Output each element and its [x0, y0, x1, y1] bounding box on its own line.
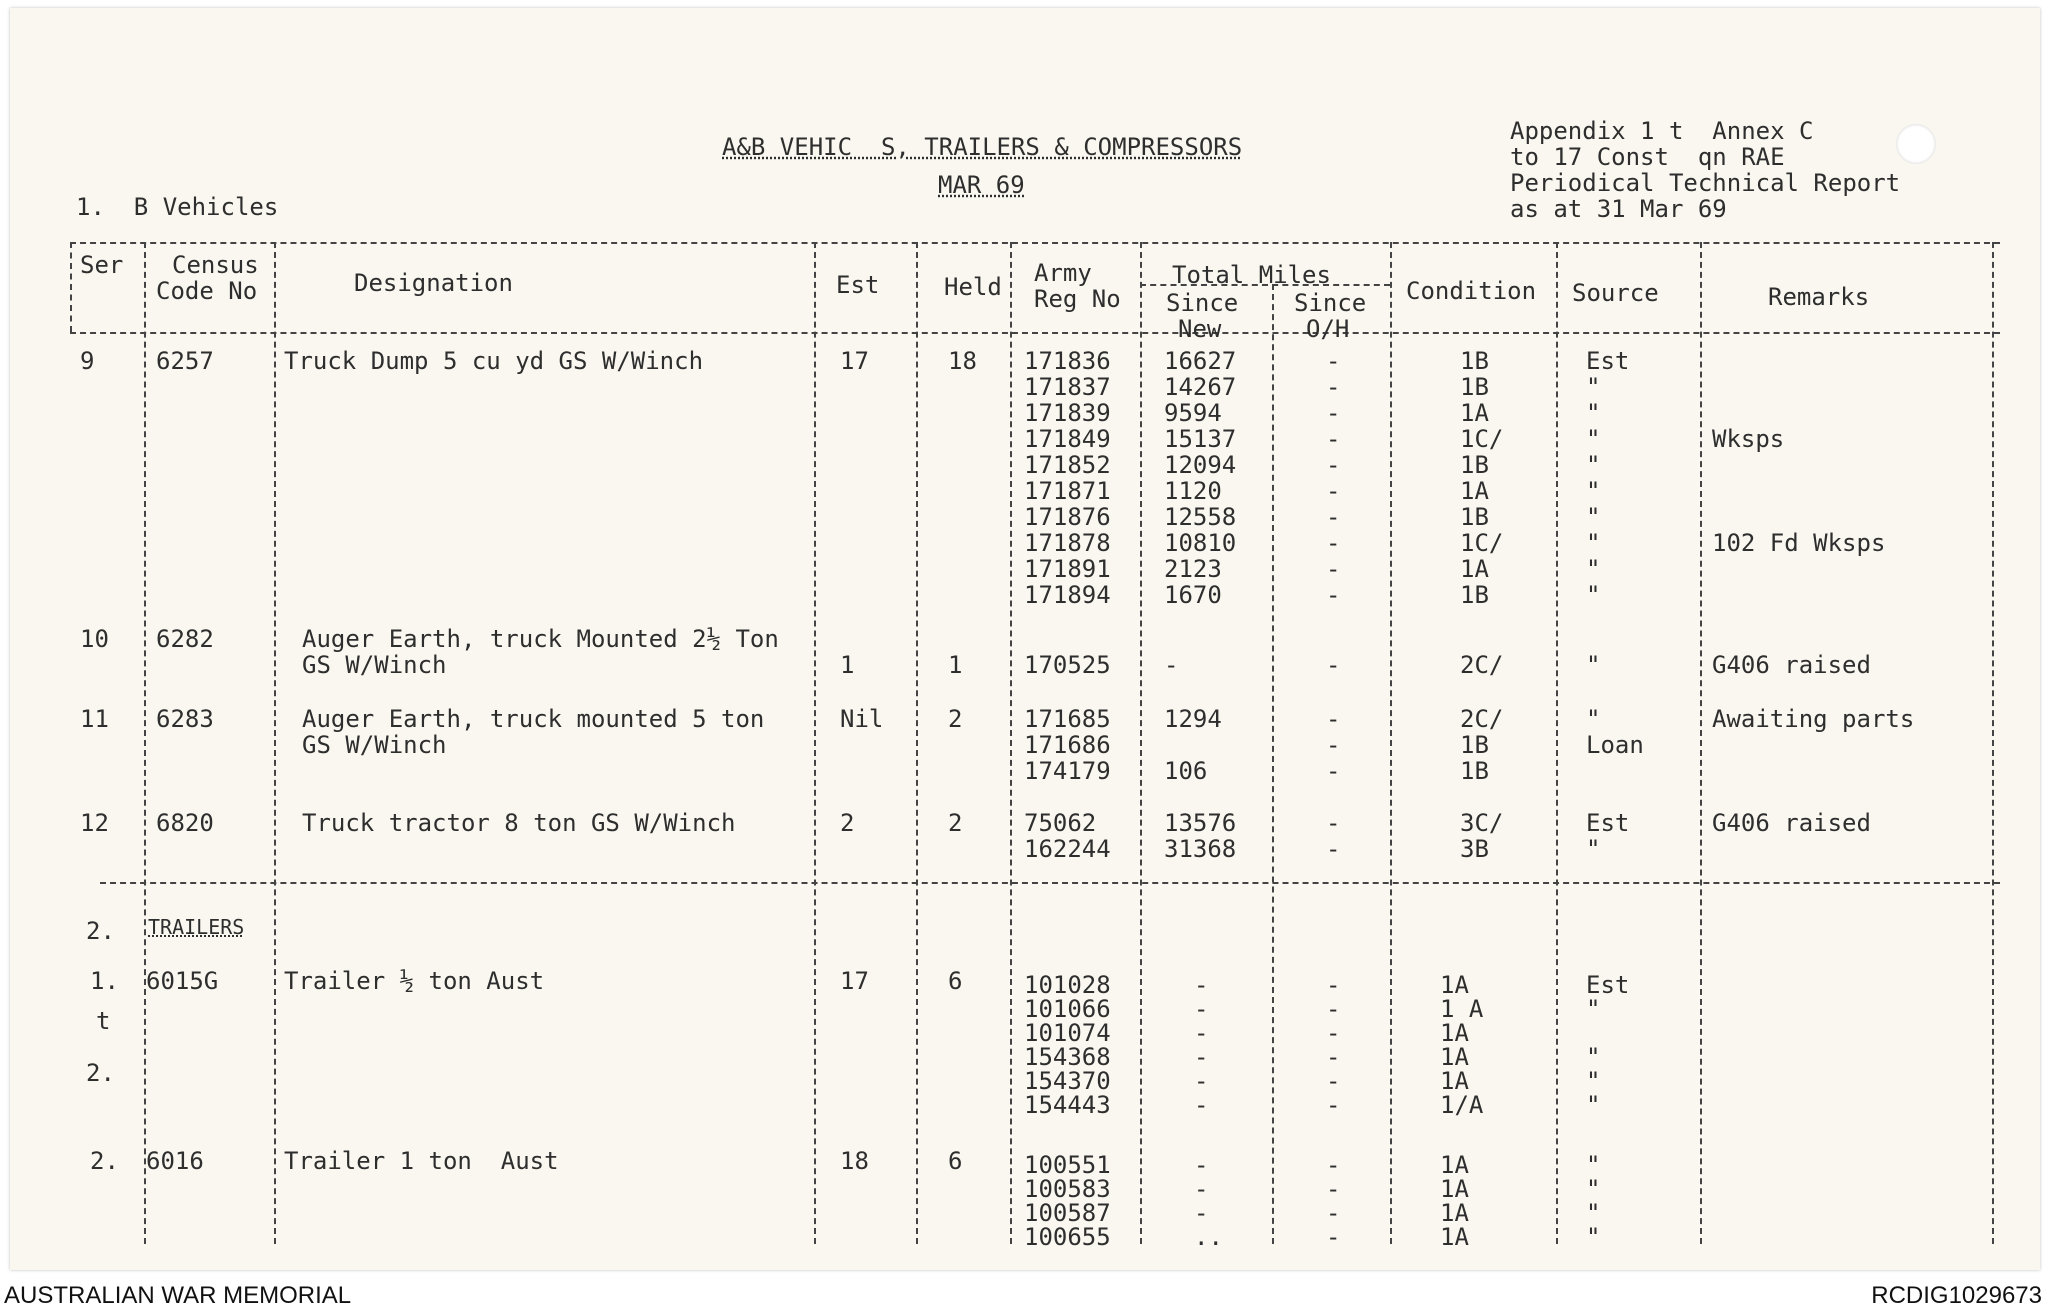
source-text: " — [1586, 399, 1601, 427]
miles-since-oh: - — [1326, 399, 1341, 427]
miles-since-new: 12558 — [1164, 503, 1237, 531]
established-count: 2 — [840, 809, 855, 837]
condition-code: 1A — [1440, 1067, 1469, 1095]
army-reg-no: 100551 — [1024, 1151, 1111, 1179]
army-reg-no: 100583 — [1024, 1175, 1111, 1203]
miles-since-oh: - — [1326, 347, 1341, 375]
miles-since-oh: - — [1326, 1223, 1341, 1251]
source-text: " — [1586, 1199, 1601, 1227]
document-title: A&B VEHIC S, TRAILERS & COMPRESSORS — [722, 133, 1243, 161]
miles-since-new: - — [1194, 1043, 1209, 1071]
source-text: " — [1586, 1151, 1601, 1179]
designation-text: GS W/Winch — [302, 731, 447, 759]
header-since-oh-2: O/H — [1306, 315, 1350, 343]
census-code: 6820 — [156, 809, 214, 837]
col-rule-6 — [1140, 242, 1142, 1244]
remarks-text: G406 raised — [1712, 651, 1871, 679]
miles-since-oh: - — [1326, 555, 1341, 583]
miles-since-new: 1294 — [1164, 705, 1222, 733]
header-est: Est — [836, 271, 880, 299]
miles-since-new: 106 — [1164, 757, 1208, 785]
remarks-text: Awaiting parts — [1712, 705, 1915, 733]
miles-since-oh: - — [1326, 1199, 1341, 1227]
stray-mark-t: t — [96, 1007, 111, 1035]
serial-number: 12 — [80, 809, 109, 837]
remarks-text: Wksps — [1712, 425, 1785, 453]
source-text: " — [1586, 651, 1601, 679]
col-rule-10 — [1700, 242, 1702, 1244]
army-reg-no: 171891 — [1024, 555, 1111, 583]
miles-since-new: 14267 — [1164, 373, 1237, 401]
census-code: 6016 — [146, 1147, 204, 1175]
designation-text: Trailer 1 ton Aust — [284, 1147, 559, 1175]
designation-text: Auger Earth, truck mounted 5 ton — [302, 705, 765, 733]
miles-since-new: - — [1194, 1151, 1209, 1179]
army-reg-no: 101028 — [1024, 971, 1111, 999]
army-reg-no: 101074 — [1024, 1019, 1111, 1047]
miles-since-new: 10810 — [1164, 529, 1237, 557]
held-count: 6 — [948, 1147, 963, 1175]
section-heading-vehicles: 1. B Vehicles — [76, 193, 279, 221]
established-count: 17 — [840, 967, 869, 995]
source-text: " — [1586, 581, 1601, 609]
header-designation: Designation — [354, 269, 513, 297]
condition-code: 1A — [1440, 1199, 1469, 1227]
source-text: " — [1586, 425, 1601, 453]
army-reg-no: 171839 — [1024, 399, 1111, 427]
condition-code: 1B — [1460, 581, 1489, 609]
army-reg-no: 171876 — [1024, 503, 1111, 531]
source-text: Est — [1586, 971, 1630, 999]
census-code: 6015G — [146, 967, 219, 995]
miles-since-new: 15137 — [1164, 425, 1237, 453]
condition-code: 1B — [1460, 347, 1489, 375]
miles-since-oh: - — [1326, 705, 1341, 733]
miles-since-oh: - — [1326, 835, 1341, 863]
army-reg-no: 171878 — [1024, 529, 1111, 557]
miles-since-oh: - — [1326, 1067, 1341, 1095]
designation-text: Truck tractor 8 ton GS W/Winch — [302, 809, 736, 837]
condition-code: 3C/ — [1460, 809, 1504, 837]
condition-code: 1B — [1460, 503, 1489, 531]
condition-code: 1A — [1440, 1019, 1469, 1047]
header-army-2: Reg No — [1034, 285, 1121, 313]
header-since-oh-1: Since — [1294, 289, 1367, 317]
designation-text: Truck Dump 5 cu yd GS W/Winch — [284, 347, 704, 375]
miles-since-new: - — [1194, 1091, 1209, 1119]
miles-since-new: - — [1164, 651, 1179, 679]
col-rule-0 — [70, 242, 72, 332]
appendix-line-4: as at 31 Mar 69 — [1510, 195, 1727, 223]
source-text: " — [1586, 529, 1601, 557]
serial-number: 1. — [90, 967, 119, 995]
miles-since-new: 12094 — [1164, 451, 1237, 479]
army-reg-no: 174179 — [1024, 757, 1111, 785]
miles-since-new: - — [1194, 1199, 1209, 1227]
miles-since-new: 1120 — [1164, 477, 1222, 505]
condition-code: 1A — [1460, 477, 1489, 505]
census-code: 6257 — [156, 347, 214, 375]
source-text: " — [1586, 1223, 1601, 1251]
condition-code: 1B — [1460, 757, 1489, 785]
header-army-1: Army — [1034, 259, 1092, 287]
established-count: 18 — [840, 1147, 869, 1175]
held-count: 2 — [948, 809, 963, 837]
col-rule-5 — [1010, 242, 1012, 1244]
source-text: " — [1586, 1091, 1601, 1119]
army-reg-no: 171837 — [1024, 373, 1111, 401]
miles-since-new: 13576 — [1164, 809, 1237, 837]
table-top-rule — [70, 242, 2000, 244]
section-divider-rule — [100, 882, 2000, 884]
condition-code: 1A — [1440, 1223, 1469, 1251]
held-count: 2 — [948, 705, 963, 733]
header-total-miles: Total Miles — [1172, 261, 1331, 289]
miles-since-oh: - — [1326, 995, 1341, 1023]
army-reg-no: 162244 — [1024, 835, 1111, 863]
army-reg-no: 171871 — [1024, 477, 1111, 505]
serial-number: 9 — [80, 347, 95, 375]
established-count: Nil — [840, 705, 884, 733]
miles-since-oh: - — [1326, 809, 1341, 837]
condition-code: 2C/ — [1460, 651, 1504, 679]
miles-since-oh: - — [1326, 425, 1341, 453]
appendix-line-1: Appendix 1 t Annex C — [1510, 117, 1814, 145]
footer-archive-name: AUSTRALIAN WAR MEMORIAL — [4, 1282, 352, 1309]
source-text: " — [1586, 705, 1601, 733]
condition-code: 1A — [1440, 971, 1469, 999]
col-rule-3 — [814, 242, 816, 1244]
miles-since-oh: - — [1326, 451, 1341, 479]
miles-since-oh: - — [1326, 373, 1341, 401]
condition-code: 1A — [1460, 555, 1489, 583]
miles-since-oh: - — [1326, 581, 1341, 609]
header-source: Source — [1572, 279, 1659, 307]
army-reg-no: 100655 — [1024, 1223, 1111, 1251]
document-date: MAR 69 — [938, 171, 1025, 199]
col-rule-7 — [1272, 284, 1274, 1244]
condition-code: 2C/ — [1460, 705, 1504, 733]
header-ser: Ser — [80, 251, 124, 279]
miles-since-oh: - — [1326, 1019, 1341, 1047]
designation-text: GS W/Winch — [302, 651, 447, 679]
source-text: " — [1586, 503, 1601, 531]
punch-hole — [1896, 124, 1936, 164]
header-since-new-2: New — [1178, 315, 1222, 343]
serial-number: 2. — [90, 1147, 119, 1175]
census-code: 6283 — [156, 705, 214, 733]
designation-text: Auger Earth, truck Mounted 2½ Ton — [302, 625, 779, 653]
miles-since-new: - — [1194, 971, 1209, 999]
footer-record-id: RCDIG1029673 — [1871, 1282, 2042, 1309]
appendix-line-3: Periodical Technical Report — [1510, 169, 1901, 197]
army-reg-no: 154370 — [1024, 1067, 1111, 1095]
condition-code: 1A — [1440, 1043, 1469, 1071]
army-reg-no: 101066 — [1024, 995, 1111, 1023]
condition-code: 1A — [1440, 1151, 1469, 1179]
source-text: " — [1586, 835, 1601, 863]
miles-since-oh: - — [1326, 529, 1341, 557]
miles-since-oh: - — [1326, 757, 1341, 785]
source-text: " — [1586, 1043, 1601, 1071]
designation-text: Trailer ½ ton Aust — [284, 967, 545, 995]
army-reg-no: 100587 — [1024, 1199, 1111, 1227]
army-reg-no: 171849 — [1024, 425, 1111, 453]
army-reg-no: 171685 — [1024, 705, 1111, 733]
army-reg-no: 154368 — [1024, 1043, 1111, 1071]
appendix-line-2: to 17 Const qn RAE — [1510, 143, 1785, 171]
header-census-1: Census — [172, 251, 259, 279]
condition-code: 1A — [1440, 1175, 1469, 1203]
header-held: Held — [944, 273, 1002, 301]
condition-code: 1A — [1460, 399, 1489, 427]
held-count: 18 — [948, 347, 977, 375]
header-bottom-rule — [70, 332, 2000, 334]
source-text: " — [1586, 1175, 1601, 1203]
source-text: " — [1586, 373, 1601, 401]
miles-since-new: - — [1194, 1175, 1209, 1203]
miles-since-oh: - — [1326, 651, 1341, 679]
army-reg-no: 171836 — [1024, 347, 1111, 375]
army-reg-no: 75062 — [1024, 809, 1097, 837]
source-text: Est — [1586, 809, 1630, 837]
miles-since-oh: - — [1326, 1043, 1341, 1071]
col-rule-2 — [274, 242, 276, 1244]
source-text: " — [1586, 477, 1601, 505]
miles-since-new: 2123 — [1164, 555, 1222, 583]
miles-since-new: 16627 — [1164, 347, 1237, 375]
source-text: " — [1586, 995, 1601, 1023]
condition-code: 1B — [1460, 451, 1489, 479]
col-rule-9 — [1556, 242, 1558, 1244]
miles-since-oh: - — [1326, 503, 1341, 531]
condition-code: 3B — [1460, 835, 1489, 863]
held-count: 1 — [948, 651, 963, 679]
col-rule-8 — [1390, 242, 1392, 1244]
miles-since-oh: - — [1326, 731, 1341, 759]
army-reg-no: 171686 — [1024, 731, 1111, 759]
header-condition: Condition — [1406, 277, 1537, 305]
held-count: 6 — [948, 967, 963, 995]
miles-since-new: - — [1194, 1019, 1209, 1047]
miles-since-oh: - — [1326, 971, 1341, 999]
miles-since-new: - — [1194, 995, 1209, 1023]
census-code: 6282 — [156, 625, 214, 653]
source-text: Est — [1586, 347, 1630, 375]
source-text: " — [1586, 1067, 1601, 1095]
header-remarks: Remarks — [1768, 283, 1870, 311]
col-rule-4 — [916, 242, 918, 1244]
miles-since-oh: - — [1326, 1091, 1341, 1119]
condition-code: 1C/ — [1460, 425, 1504, 453]
stray-mark-2: 2. — [86, 1059, 115, 1087]
condition-code: 1B — [1460, 373, 1489, 401]
miles-since-new: 31368 — [1164, 835, 1237, 863]
miles-since-oh: - — [1326, 1175, 1341, 1203]
miles-since-oh: - — [1326, 1151, 1341, 1179]
section-number-trailers: 2. — [86, 917, 115, 945]
remarks-text: 102 Fd Wksps — [1712, 529, 1886, 557]
miles-since-new: - — [1194, 1067, 1209, 1095]
miles-since-new: 9594 — [1164, 399, 1222, 427]
miles-since-oh: - — [1326, 477, 1341, 505]
army-reg-no: 170525 — [1024, 651, 1111, 679]
army-reg-no: 171852 — [1024, 451, 1111, 479]
source-text: Loan — [1586, 731, 1644, 759]
header-census-2: Code No — [156, 277, 258, 305]
miles-since-new: 1670 — [1164, 581, 1222, 609]
established-count: 17 — [840, 347, 869, 375]
serial-number: 10 — [80, 625, 109, 653]
remarks-text: G406 raised — [1712, 809, 1871, 837]
document-sheet — [10, 8, 2040, 1270]
army-reg-no: 154443 — [1024, 1091, 1111, 1119]
condition-code: 1B — [1460, 731, 1489, 759]
condition-code: 1 A — [1440, 995, 1484, 1023]
col-rule-11 — [1992, 242, 1994, 1244]
miles-since-new: .. — [1194, 1223, 1223, 1251]
serial-number: 11 — [80, 705, 109, 733]
header-since-new-1: Since — [1166, 289, 1239, 317]
established-count: 1 — [840, 651, 855, 679]
army-reg-no: 171894 — [1024, 581, 1111, 609]
condition-code: 1/A — [1440, 1091, 1484, 1119]
condition-code: 1C/ — [1460, 529, 1504, 557]
section-heading-trailers: TRAILERS — [148, 915, 245, 939]
col-rule-1 — [144, 242, 146, 1244]
source-text: " — [1586, 555, 1601, 583]
source-text: " — [1586, 451, 1601, 479]
